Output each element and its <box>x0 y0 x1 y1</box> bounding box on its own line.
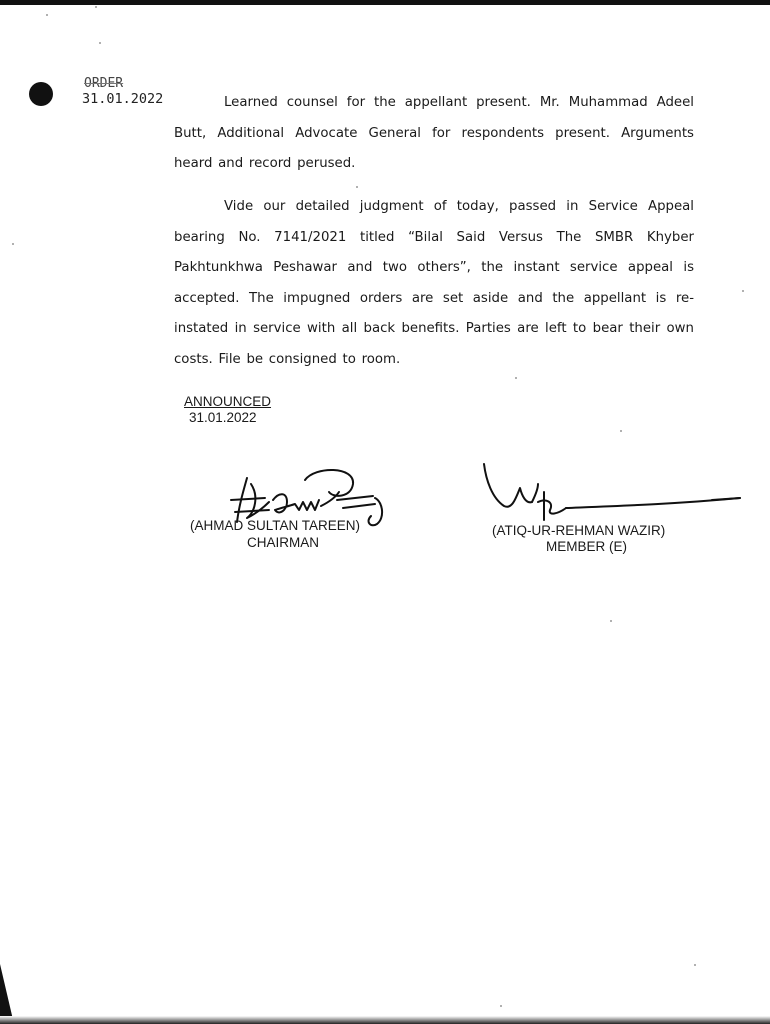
member-name: (ATIQ-UR-REHMAN WAZIR) <box>492 523 666 538</box>
chairman-title: CHAIRMAN <box>247 535 320 550</box>
scan-bottom-edge <box>0 1016 770 1024</box>
scan-speck <box>620 430 622 432</box>
order-date: 31.01.2022 <box>82 91 164 107</box>
chairman-name: (AHMAD SULTAN TAREEN) <box>190 518 361 533</box>
member-title: MEMBER (E) <box>546 539 627 554</box>
scan-top-edge <box>0 0 770 5</box>
order-paragraph-2: Vide our detailed judgment of today, passed in Service Appeal bearing No. 7141/2021 titled “Bilal Said Versus The SMBR Khyber Pakhtunkhwa Peshawar and two others”, the instant service appeal is accepted. The impugned orders are set aside and the appellant is re-instated in service with all back benefits. Parties are left to bear their own costs. File be consigned to room. <box>174 199 694 367</box>
scan-speck <box>99 42 101 44</box>
scan-speck <box>742 290 744 292</box>
scan-speck <box>95 6 97 8</box>
scan-speck <box>515 377 517 379</box>
scan-speck <box>46 14 48 16</box>
scan-corner-mark <box>0 964 14 1024</box>
order-heading: ORDER <box>84 76 124 91</box>
member-signature <box>476 458 746 528</box>
scan-speck <box>610 620 612 622</box>
scan-speck <box>12 243 14 245</box>
order-paragraph-1: Learned counsel for the appellant present. Mr. Muhammad Adeel Butt, Additional Advocate General for respondents present. Arguments heard and record perused. <box>174 95 694 172</box>
scan-speck <box>694 964 696 966</box>
scan-speck <box>356 186 358 188</box>
announced-date: 31.01.2022 <box>189 410 257 425</box>
announced-label: ANNOUNCED <box>184 394 272 409</box>
hole-punch-mark <box>29 82 53 106</box>
scan-speck <box>500 1005 502 1007</box>
